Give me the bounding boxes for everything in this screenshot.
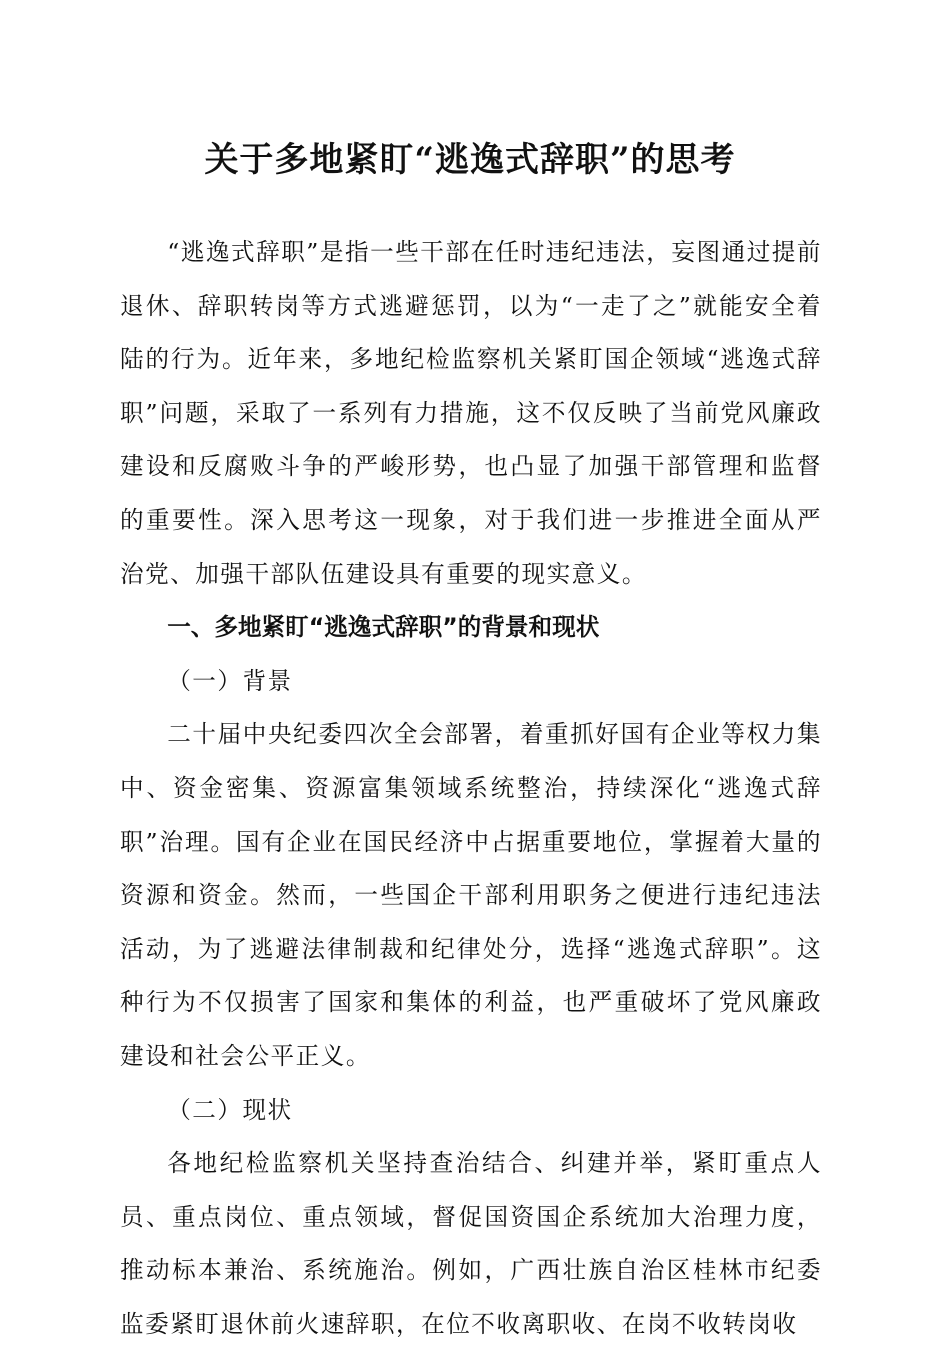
document-title: 关于多地紧盯“逃逸式辞职”的思考 [204,140,736,180]
subsection-heading-status: （二）现状 [167,1095,293,1124]
section-heading: 一、多地紧盯“逃逸式辞职”的背景和现状 [167,613,600,642]
background-paragraph: 二十届中央纪委四次全会部署，着重抓好国有企业等权力集中、资金密集、资源富集领域系统整治，持续深化“逃逸式辞职”治理。国有企业在国民经济中占据重要地位，掌握着大量的资源和资金。然而，一些国企干部利用职务之便进行违纪违法活动，为了逃避法律制裁和纪律处分，选择“逃逸式辞职”。这种行为不仅损害了国家和集体的利益，也严重破坏了党风廉政建设和社会公平正义。 [120,720,822,1070]
subsection-heading-background: （一）背景 [167,666,293,695]
document-body [120,226,822,1351]
status-paragraph: 各地纪检监察机关坚持查治结合、纠建并举，紧盯重点人员、重点岗位、重点领域，督促国资国企系统加大治理力度，推动标本兼治、系统施治。例如，广西壮族自治区桂林市纪委监委紧盯退休前火速辞职，在位不收离职收、在岗不收转岗收 [120,1149,822,1338]
intro-paragraph: “逃逸式辞职”是指一些干部在任时违纪违法，妄图通过提前退休、辞职转岗等方式逃避惩罚，以为“一走了之”就能安全着陆的行为。近年来，多地纪检监察机关紧盯国企领域“逃逸式辞职”问题，采取了一系列有力措施，这不仅反映了当前党风廉政建设和反腐败斗争的严峻形势，也凸显了加强干部管理和监督的重要性。深入思考这一现象，对于我们进一步推进全面从严治党、加强干部队伍建设具有重要的现实意义。 [120,238,822,588]
